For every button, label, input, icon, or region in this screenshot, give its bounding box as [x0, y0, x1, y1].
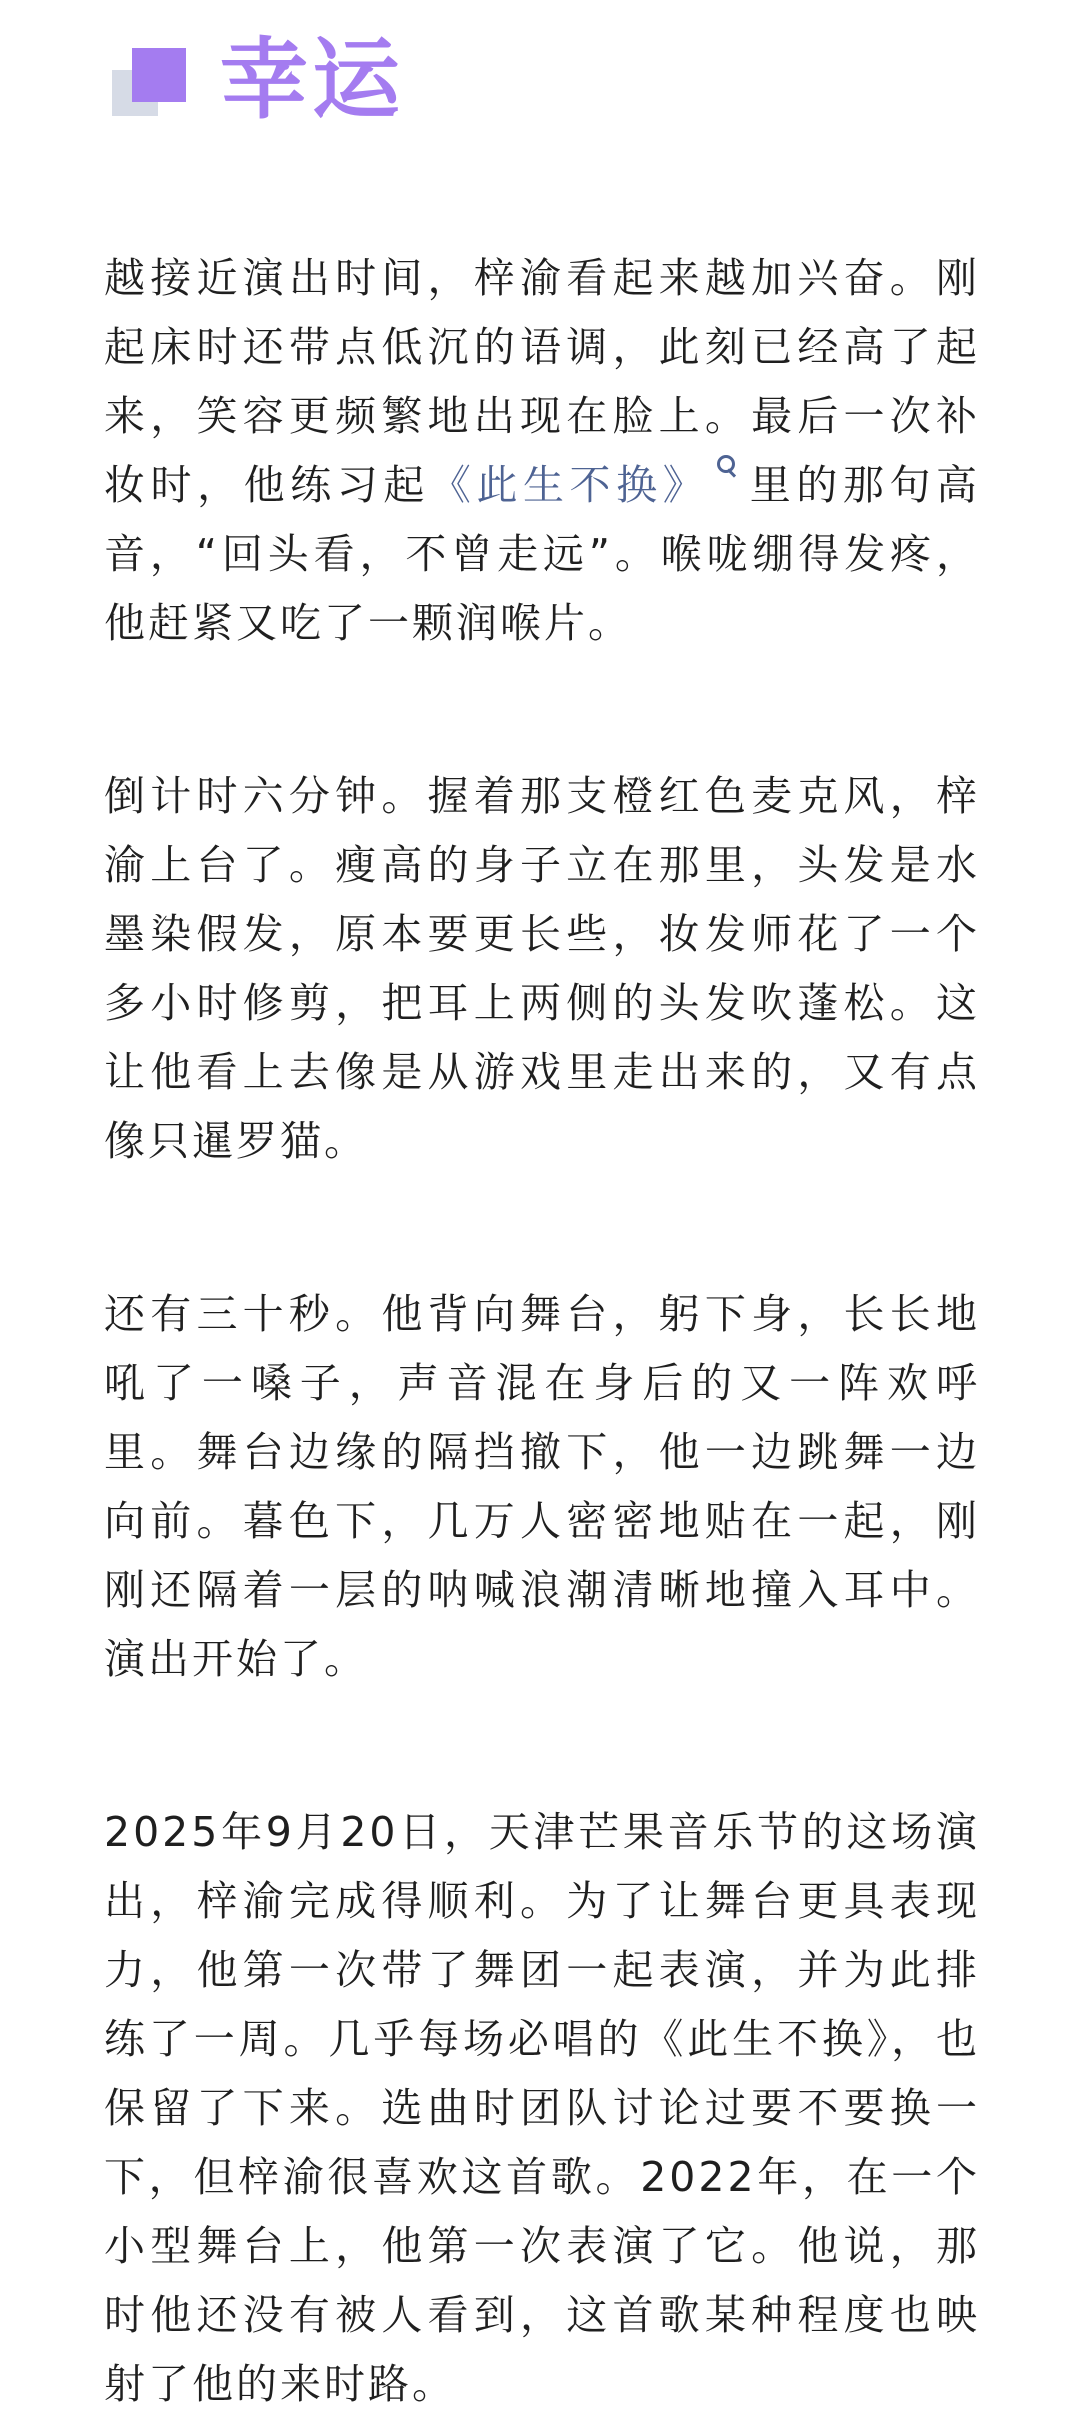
- paragraph-1-text-after: 里的那句高音，“回头看，不曾走远”。喉咙绷得发疼，他赶紧又吃了一颗润喉片。: [104, 461, 981, 647]
- paragraph-2: 倒计时六分钟。握着那支橙红色麦克风，梓渝上台了。瘦高的身子立在那里，头发是水墨染假发，原本要更长些，妆发师花了一个多小时修剪，把耳上两侧的头发吹蓬松。这让他看上去像是从游戏里走出来的，又有点像只暹罗猫。: [104, 772, 980, 1165]
- paragraph-3: 还有三十秒。他背向舞台，躬下身，长长地吼了一嗓子，声音混在身后的又一阵欢呼里。舞台边缘的隔挡撤下，他一边跳舞一边向前。暮色下，几万人密密地贴在一起，刚刚还隔着一层的呐喊浪潮清晰地撞入耳中。演出开始了。: [104, 1290, 980, 1683]
- section-header: [104, 30, 404, 130]
- square-mark-front: [132, 48, 186, 102]
- paragraph-1: [104, 244, 980, 658]
- section-title: 幸运: [220, 28, 405, 131]
- song-link[interactable]: 《此生不换》: [429, 461, 710, 509]
- paragraph-1-text-before: 越接近演出时间，梓渝看起来越加兴奋。刚起床时还带点低沉的语调，此刻已经高了起来，笑容更频繁地出现在脸上。最后一次补妆时，他练习起: [104, 254, 980, 509]
- square-mark-icon: [104, 40, 184, 120]
- article-body: [104, 244, 980, 2419]
- search-icon[interactable]: [715, 451, 737, 479]
- paragraph-4: 2025年9月20日，天津芒果音乐节的这场演出，梓渝完成得顺利。为了让舞台更具表现力，他第一次带了舞团一起表演，并为此排练了一周。几乎每场必唱的《此生不换》，也保留了下来。选曲时团队讨论过要不要换一下，但梓渝很喜欢这首歌。2022年，在一个小型舞台上，他第一次表演了它。他说，那时他还没有被人看到，这首歌某种程度也映射了他的来时路。: [104, 1808, 980, 2408]
